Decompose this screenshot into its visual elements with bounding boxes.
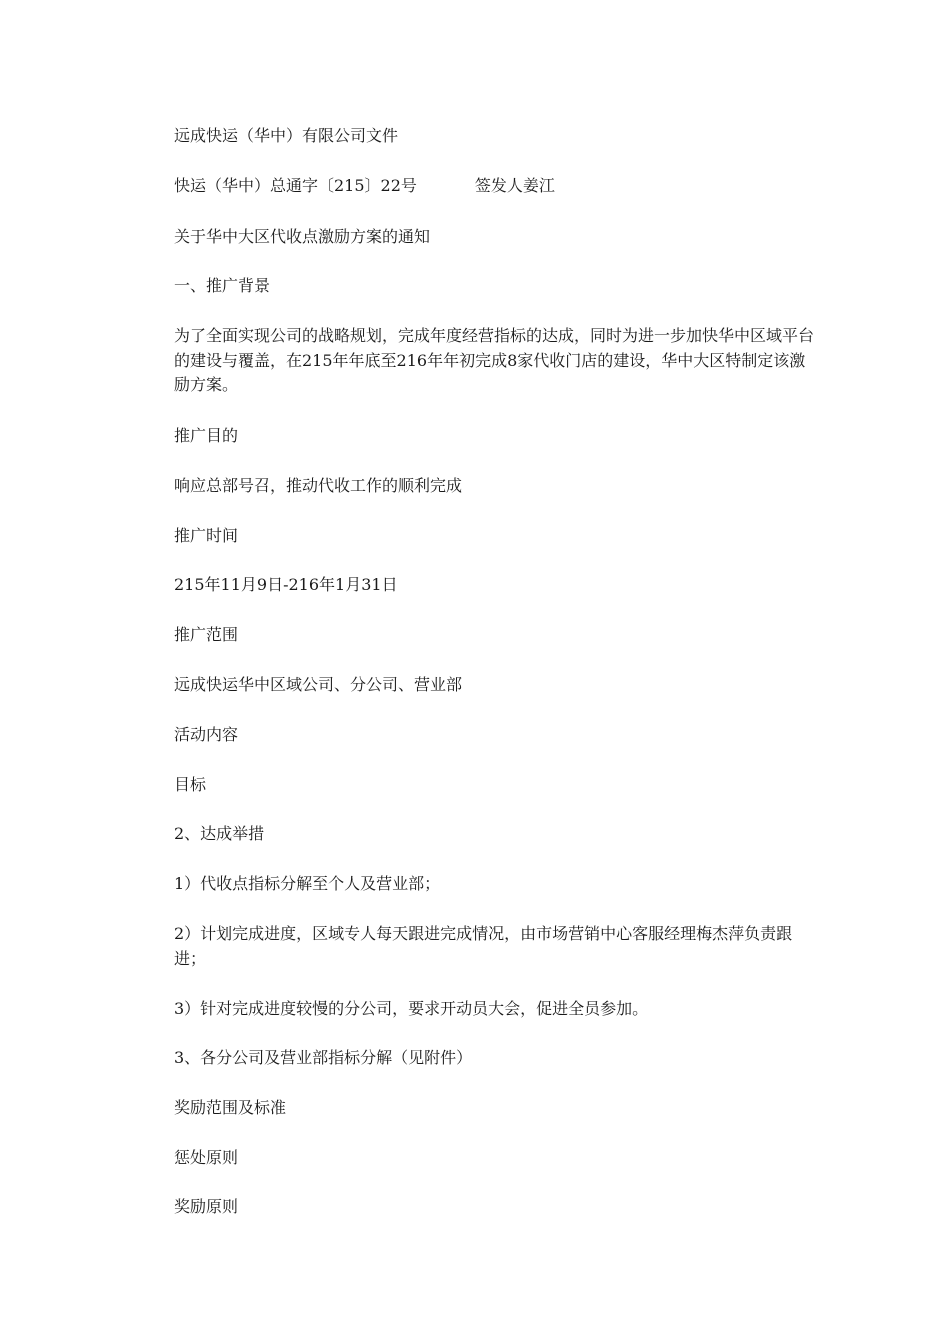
- section-heading-penalty: 惩处原则: [174, 1148, 239, 1167]
- measure-item-2: 2）计划完成进度，区域专人每天跟进完成情况，由市场营销中心客服经理梅杰萍负责跟进；: [174, 924, 793, 968]
- measure-item-1: 1）代收点指标分解至个人及营业部；: [174, 874, 441, 893]
- scope-text: 远成快运华中区域公司、分公司、营业部: [174, 675, 463, 694]
- section-heading-measures: 2、达成举措: [174, 824, 265, 843]
- section-heading-time: 推广时间: [174, 526, 239, 545]
- background-paragraph: 为了全面实现公司的战略规划，完成年度经营指标的达成，同时为进一步加快华中区域平台的建设与覆盖，在215年年底至216年年初完成8家代收门店的建设，华中大区特制定该激励方案。: [174, 326, 815, 394]
- section-heading-reward-scope: 奖励范围及标准: [174, 1098, 287, 1117]
- section-heading-background: 一、推广背景: [174, 276, 271, 295]
- section-heading-scope: 推广范围: [174, 625, 239, 644]
- measure-item-3: 3）针对完成进度较慢的分公司，要求开动员大会，促进全员参加。: [174, 999, 649, 1018]
- section-heading-breakdown: 3、各分公司及营业部指标分解（见附件）: [174, 1048, 473, 1067]
- signer: 签发人姜江: [474, 176, 555, 195]
- section-heading-target: 目标: [174, 775, 207, 794]
- section-heading-purpose: 推广目的: [174, 426, 239, 445]
- doc-number: 快运（华中）总通字〔215〕22号: [174, 176, 417, 195]
- time-text: 215年11月9日-216年1月31日: [174, 575, 398, 594]
- notice-title: 关于华中大区代收点激励方案的通知: [174, 227, 431, 246]
- section-heading-reward-principle: 奖励原则: [174, 1197, 239, 1216]
- company-header: 远成快运（华中）有限公司文件: [174, 126, 399, 145]
- purpose-text: 响应总部号召，推动代收工作的顺利完成: [174, 476, 463, 495]
- doc-number-line: [174, 178, 555, 194]
- section-heading-content: 活动内容: [174, 725, 239, 744]
